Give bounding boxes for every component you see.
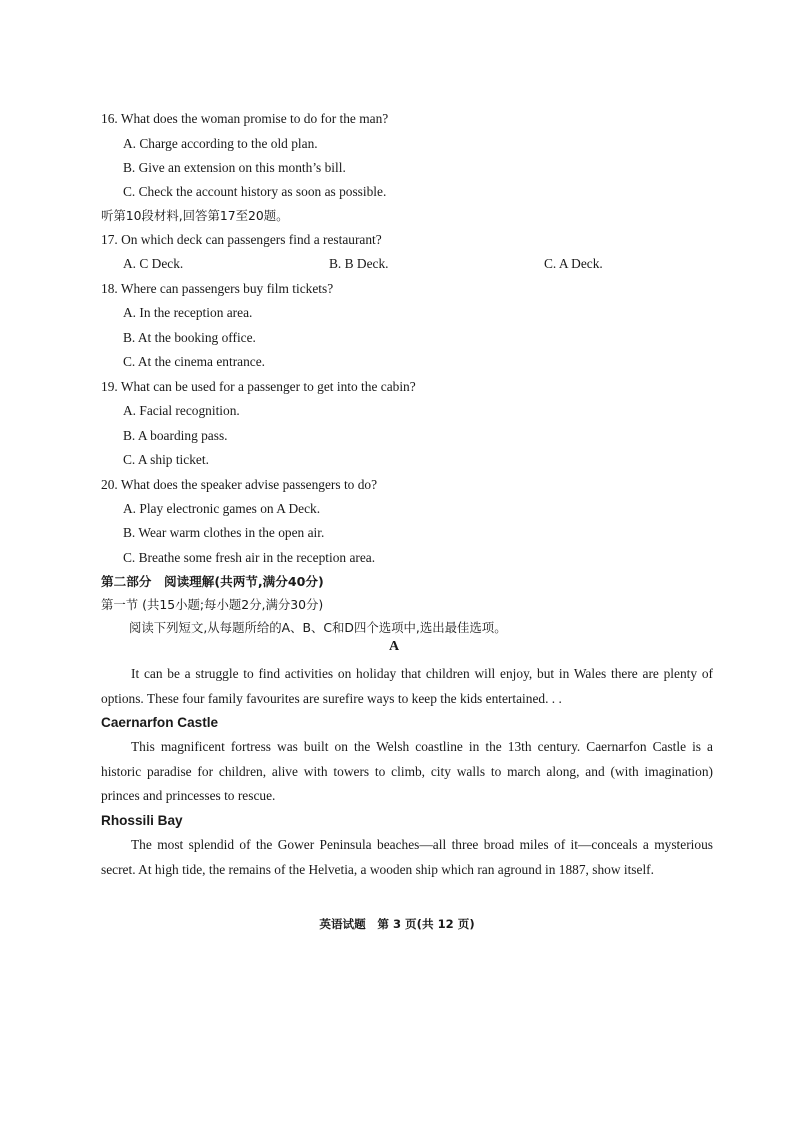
question-16-stem: 16. What does the woman promise to do for the man? — [101, 111, 389, 126]
question-16-option-b: B. Give an extension on this month’s bill. — [123, 160, 346, 175]
question-17-option-b: B. B Deck. — [329, 256, 389, 271]
question-20-option-a: A. Play electronic games on A Deck. — [123, 501, 321, 516]
question-20-option-c: C. Breathe some fresh air in the reception area. — [123, 550, 376, 565]
question-20-option-b: B. Wear warm clothes in the open air. — [123, 525, 325, 540]
question-19-option-a: A. Facial recognition. — [123, 403, 240, 418]
listening-instruction: 听第10段材料,回答第17至20题。 — [101, 208, 289, 223]
reading-instruction: 阅读下列短文,从每题所给的A、B、C和D四个选项中,选出最佳选项。 — [129, 620, 507, 635]
question-19-option-c: C. A ship ticket. — [123, 452, 209, 467]
passage-caernarfon: This magnificent fortress was built on the Welsh coastline in the 13th century. Caernarfon Castle is a historic paradise for children, alive with towers to climb, city walls to march along, and (with imagination) princes and princesses to rescue. — [101, 739, 713, 803]
question-20-stem: 20. What does the speaker advise passengers to do? — [101, 477, 378, 492]
question-19-stem: 19. What can be used for a passenger to get into the cabin? — [101, 379, 416, 394]
heading-rhossili-bay: Rhossili Bay — [101, 813, 183, 828]
part-two-title: 第二部分 阅读理解(共两节,满分40分) — [101, 574, 324, 589]
passage-rhossili: The most splendid of the Gower Peninsula beaches—all three broad miles of it—conceals a mysterious secret. At high tide, the remains of the Helvetia, a wooden ship which ran aground in 1887, show itself. — [101, 837, 713, 877]
question-17-option-c: C. A Deck. — [544, 256, 603, 271]
question-16-option-a: A. Charge according to the old plan. — [123, 136, 318, 151]
question-18-stem: 18. Where can passengers buy film tickets? — [101, 281, 334, 296]
passage-intro: It can be a struggle to find activities on holiday that children will enjoy, but in Wales there are plenty of options. These four family favourites are surefire ways to keep the kids entertained. . . — [101, 666, 713, 706]
question-18-option-c: C. At the cinema entrance. — [123, 354, 266, 369]
page-footer: 英语试题 第 3 页(共 12 页) — [319, 917, 475, 931]
question-18-option-b: B. At the booking office. — [123, 330, 256, 345]
question-19-option-b: B. A boarding pass. — [123, 428, 228, 443]
heading-caernarfon-castle: Caernarfon Castle — [101, 715, 219, 730]
question-16-option-c: C. Check the account history as soon as possible. — [123, 184, 387, 199]
passage-letter: A — [388, 639, 400, 654]
question-18-option-a: A. In the reception area. — [123, 305, 253, 320]
section-one-title: 第一节 (共15小题;每小题2分,满分30分) — [101, 597, 324, 612]
question-17-stem: 17. On which deck can passengers find a restaurant? — [101, 232, 382, 247]
question-17-option-a: A. C Deck. — [123, 256, 184, 271]
